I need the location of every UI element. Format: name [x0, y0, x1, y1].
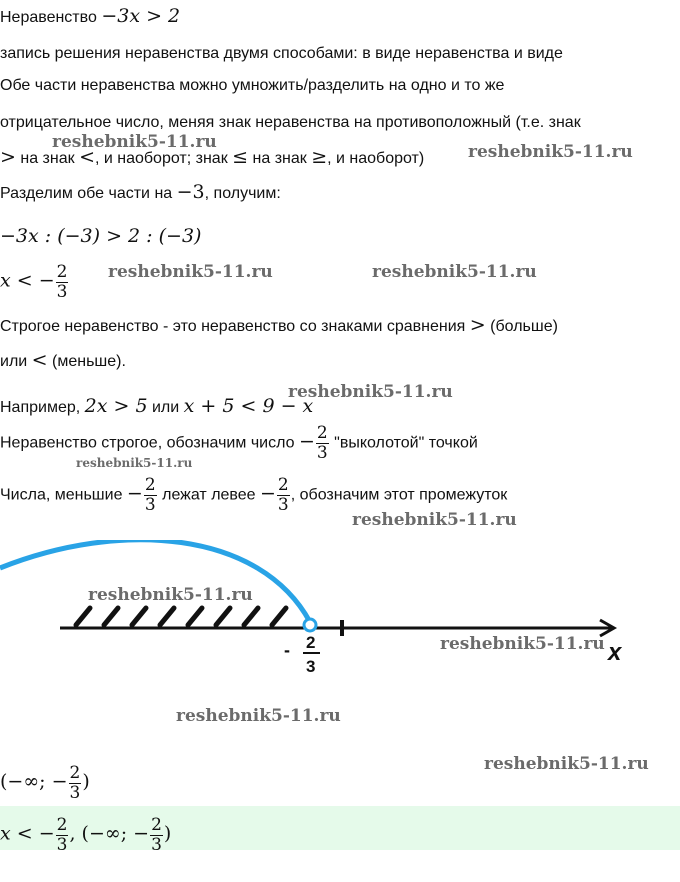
text-on-sign-2: на знак: [248, 150, 312, 167]
minus-sign: −: [298, 430, 315, 453]
text-line-2: запись решения неравенства двумя способами: в виде неравенства и виде: [0, 45, 563, 62]
le-sign: ≤: [232, 146, 249, 168]
lt-sign-2: <: [31, 349, 48, 371]
watermark: reshebnik5-11.ru: [76, 456, 193, 470]
gt-sign: >: [0, 146, 16, 168]
fraction-two-thirds-5: [69, 764, 82, 803]
title-math: −3x > 2: [101, 5, 181, 27]
interval-line: [0, 764, 90, 803]
text-and-back: , и наоборот; знак: [94, 150, 233, 167]
lie-left-text: лежат левее: [157, 486, 260, 504]
point-label-sign: -: [284, 640, 290, 660]
text-line-6: [0, 182, 281, 204]
fraction-denominator: 3: [277, 495, 289, 515]
answer-interval: , (−∞; −: [69, 822, 150, 845]
equation-1: −3x : (−3) > 2 : (−3): [0, 225, 202, 247]
ge-sign: ≥: [311, 146, 328, 168]
divide-text: Разделим обе части на: [0, 185, 177, 202]
punched-point: [304, 619, 316, 631]
text-on-sign: на знак: [15, 150, 80, 167]
example-math-1: 2x > 5: [84, 395, 148, 417]
strict-definition: Строгое неравенство - это неравенство со знаками сравнения: [0, 318, 466, 335]
watermark: reshebnik5-11.ru: [176, 706, 341, 726]
example-text: Например,: [0, 399, 85, 416]
text-line-8: [0, 315, 558, 337]
axis-label: x: [608, 639, 622, 666]
fraction-denominator: 3: [56, 835, 68, 855]
answer-close: ): [163, 822, 172, 845]
fraction-numerator: 2: [144, 475, 156, 495]
text-line-11: [0, 424, 478, 463]
example-or: или: [147, 399, 184, 416]
fraction-two-thirds-7: [150, 816, 163, 855]
watermark: reshebnik5-11.ru: [372, 262, 537, 282]
interval-text: , обозначим этот промежуток: [290, 486, 508, 504]
fraction-denominator: 3: [56, 282, 68, 302]
solution-arc: [0, 540, 310, 622]
punched-point-text: "выколотой" точкой: [329, 434, 478, 452]
equation-2: [0, 263, 69, 302]
fraction-numerator: 2: [56, 815, 68, 835]
fraction-numerator: 2: [277, 475, 289, 495]
answer-inequality: x < −: [0, 822, 55, 845]
example-math-2: x + 5 < 9 − x: [183, 395, 314, 417]
less-text: (меньше).: [47, 353, 126, 370]
watermark: reshebnik5-11.ru: [468, 142, 633, 162]
gt-sign-2: >: [469, 314, 486, 336]
fraction-two-thirds-4: [277, 476, 290, 515]
fraction-numerator: 2: [69, 763, 81, 783]
fraction-numerator: 2: [151, 815, 162, 835]
lt-sign: <: [79, 146, 95, 168]
point-label-num: 2: [306, 633, 316, 652]
watermark: reshebnik5-11.ru: [484, 754, 649, 774]
fraction-denominator: 3: [144, 495, 156, 515]
fraction-two-thirds-2: [316, 424, 329, 463]
hatch-marks: [76, 608, 286, 625]
divide-number: −3: [176, 181, 205, 203]
watermark: reshebnik5-11.ru: [52, 132, 217, 152]
text-line-9: [0, 350, 126, 372]
interval-close: ): [82, 770, 90, 793]
numbers-less-text: Числа, меньшие: [0, 486, 127, 504]
text-and-back-2: , и наоборот): [327, 150, 425, 167]
answer-line: [0, 816, 171, 855]
minus-sign-2: −: [126, 482, 143, 505]
fraction-numerator: 2: [316, 423, 328, 443]
minus-sign-3: −: [260, 482, 276, 505]
text-line-4: отрицательное число, меняя знак неравенства на противоположный (т.е. знак: [0, 114, 581, 131]
fraction-two-thirds: [56, 263, 69, 302]
text-line-10: [0, 396, 313, 418]
fraction-denominator: 3: [316, 443, 328, 463]
fraction-denominator: 3: [151, 835, 162, 855]
watermark: reshebnik5-11.ru: [440, 634, 605, 654]
title-text: Неравенство: [0, 9, 97, 26]
title-line: [0, 6, 180, 28]
number-line-figure: [0, 540, 680, 690]
fraction-two-thirds-3: [144, 476, 157, 515]
get-text: , получим:: [204, 185, 281, 202]
or-text: или: [0, 353, 32, 370]
greater-text: (больше): [485, 318, 558, 335]
fraction-two-thirds-6: [56, 816, 69, 855]
interval-open: (−∞; −: [0, 770, 68, 793]
fraction-denominator: 3: [69, 783, 81, 803]
point-label-den: 3: [306, 657, 316, 676]
watermark: reshebnik5-11.ru: [352, 510, 517, 530]
equation-2-lhs: x < −: [0, 269, 55, 292]
answer-box: [0, 806, 680, 855]
watermark: reshebnik5-11.ru: [88, 585, 253, 605]
watermark: reshebnik5-11.ru: [288, 382, 453, 402]
text-line-3: Обе части неравенства можно умножить/разделить на одно и то же: [0, 77, 505, 94]
fraction-numerator: 2: [56, 262, 68, 282]
watermark: reshebnik5-11.ru: [108, 262, 273, 282]
strict-text: Неравенство строгое, обозначим число: [0, 434, 299, 452]
